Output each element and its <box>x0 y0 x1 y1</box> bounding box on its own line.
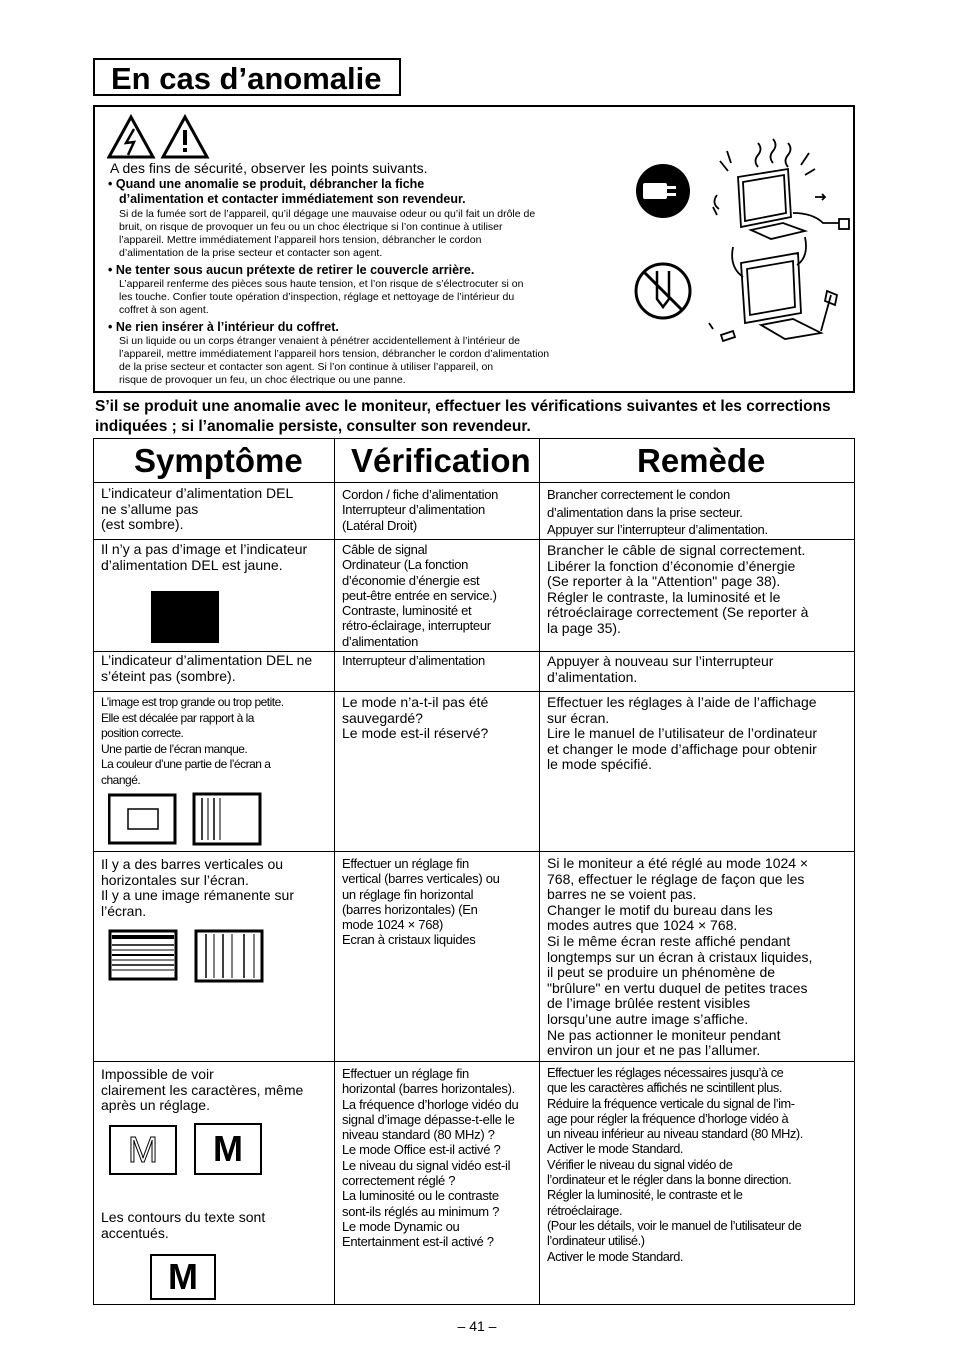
table-cell-symptom: Il n’y a pas d’image et l’indicateur d’alimentation DEL est jaune. <box>101 541 308 573</box>
safety-illustrations <box>633 135 853 385</box>
table-cell-symptom: Il y a des barres verticales ou horizontales sur l’écran. Il y a une image rémanente sur l’écran. <box>101 856 294 919</box>
row-divider <box>94 539 854 540</box>
warning-heading: • Quand une anomalie se produit, débrancher la fiche <box>108 177 425 191</box>
troubleshooting-instructions: S’il se produit une anomalie avec le moniteur, effectuer les vérifications suivantes et les corrections indiquées ; si l’anomalie persiste, consulter son revendeur. <box>95 398 831 435</box>
blurry-letter-image: M <box>109 1125 177 1175</box>
table-cell-symptom: L’indicateur d’alimentation DEL ne s’allume pas (est sombre). <box>101 485 294 533</box>
electric-shock-warning-icon <box>109 117 153 157</box>
warning-body: L’appareil renferme des pièces sous haute tension, et l’on risque de s’électrocuter si on <box>119 278 524 290</box>
warning-body: bruit, on risque de provoquer un feu ou un choc électrique si l’on continue à utiliser <box>119 221 503 233</box>
warning-body: coffret à son agent. <box>119 304 209 316</box>
table-cell-check: Effectuer un réglage fin horizontal (barres horizontales). La fréquence d’horloge vidéo du signal d’image dépasse-t-elle le niveau standard (80 MHz) ? Le mode Office est-il activé ? Le niveau du signal vidéo est-il correctement réglé ? La luminosité ou le contraste sont-ils réglés au minimum ? Le mode Dynamic ou Entertainment est-il activé ? <box>342 1066 519 1250</box>
warning-body: Si de la fumée sort de l’appareil, qu’il dégage une mauvaise odeur ou qu’il fait un drôle de <box>119 208 536 220</box>
table-cell-check: Effectuer un réglage fin vertical (barres verticales) ou un réglage fin horizontal (barres horizontales) (En mode 1024 × 768) Ecran à cristaux liquides <box>342 856 500 948</box>
row-divider <box>94 1061 854 1062</box>
section-title-box <box>93 58 401 96</box>
row-divider <box>94 691 854 692</box>
page-number: – 41 – <box>457 1318 497 1334</box>
smoking-monitor-icon <box>713 139 849 239</box>
safety-warning-box <box>93 105 855 393</box>
table-cell-symptom: L’image est trop grande ou trop petite. Elle est décalée par rapport à la position correcte. Une partie de l’écran manque. La couleur d’une partie de l’écran a changé. <box>101 695 284 787</box>
header-check: Vérification <box>351 442 531 479</box>
warning-body: risque de provoquer un feu, un choc électrique ou une panne. <box>119 374 406 386</box>
sharp-letter-image: M <box>194 1123 262 1175</box>
warning-body: d’alimentation de la prise secteur et contacter son agent. <box>119 247 383 259</box>
unplug-icon <box>636 164 690 218</box>
no-disassembly-icon <box>636 264 690 318</box>
table-cell-check: Cordon / fiche d’alimentation Interrupteur d’alimentation (Latéral Droit) <box>342 487 499 533</box>
warning-heading: • Ne tenter sous aucun prétexte de retirer le couvercle arrière. <box>108 263 475 277</box>
accentuated-letter-image: M <box>150 1254 216 1300</box>
troubleshooting-table <box>93 438 855 1305</box>
header-symptom: Symptôme <box>134 442 303 479</box>
warning-heading: • Ne rien insérer à l’intérieur du coffret. <box>108 320 339 334</box>
table-cell-remedy: Brancher le câble de signal correctement. Libérer la fonction d’économie d’énergie (Se reporter à la "Attention" page 38). Régler le contraste, la luminosité et le rétroéclairage correctement (Se reporter à la page 35). <box>547 542 809 636</box>
table-cell-check: Câble de signal Ordinateur (La fonction d’économie d’énergie est peut-être entrée en service.) Contraste, luminosité et rétro-éclairage, interrupteur d’alimentation <box>342 542 497 649</box>
warning-heading: d’alimentation et contacter immédiatement son revendeur. <box>119 192 466 206</box>
table-cell-remedy: Effectuer les réglages à l’aide de l’affichage sur écran. Lire le manuel de l’utilisateur de l’ordinateur et changer le mode d’affichage pour obtenir le mode spécifié. <box>547 694 818 773</box>
warning-body: Si un liquide ou un corps étranger venaient à pénétrer accidentellement à l’intérieur de <box>119 335 520 347</box>
caution-icon <box>163 117 207 157</box>
table-cell-remedy: Appuyer à nouveau sur l’interrupteur d’alimentation. <box>547 653 774 685</box>
dark-screen-image <box>151 591 219 643</box>
row-divider <box>94 851 854 852</box>
screen-bars-images <box>108 929 268 985</box>
table-cell-remedy: Si le moniteur a été réglé au mode 1024 × 768, effectuer le réglage de façon que les barres ne se voient pas. Changer le motif du bureau dans les modes autres que 1024 × 768. Si le même écran reste affiché pendant longtemps sur un écran à cristaux liquides, il peut se produire un phénomène de "brûlure" en vertu duquel de petites traces de l’image brûlée restent visibles lorsqu’une autre image s’affiche. Ne pas actionner le moniteur pendant environ un jour et ne pas l’allumer. <box>547 855 813 1059</box>
header-remedy: Remède <box>637 442 766 479</box>
warning-body: les touche. Confier toute opération d’inspection, réglage et nettoyage de l’intérieur du <box>119 291 515 303</box>
table-cell-symptom: Impossible de voir clairement les caractères, même après un réglage. <box>101 1066 304 1114</box>
warning-intro: A des fins de sécurité, observer les points suivants. <box>110 160 428 176</box>
monitor-disassembly-icon <box>709 237 837 341</box>
warning-body: l’appareil, mettre immédiatement l’appareil hors tension, débrancher le cordon d’alimentation <box>119 348 550 360</box>
section-title: En cas d’anomalie <box>111 61 382 96</box>
warning-triangle-icons <box>107 113 217 163</box>
column-divider <box>539 439 540 1304</box>
table-cell-check: Interrupteur d’alimentation <box>342 653 485 668</box>
table-cell-remedy: Effectuer les réglages nécessaires jusqu’à ce que les caractères affichés ne scintillent plus. Réduire la fréquence verticale du signal de l’im- age pour régler la fréquence d’horloge vidéo à un niveau inférieur au niveau standard (80 MHz). Activer le mode Standard. Vérifier le niveau du signal vidéo de l’ordinateur et le régler dans la bonne direction. Régler la luminosité, le contraste et le rétroéclairage. (Pour les détails, voir le manuel de l’utilisateur de l’ordinateur utilisé.) Activer le mode Standard. <box>547 1065 803 1264</box>
warning-body: de la prise secteur et contacter son agent. Si l’on continue à utiliser l’appareil, on <box>119 361 494 373</box>
warning-body: l’appareil. Mettre immédiatement l’appareil hors tension, débrancher le cordon <box>119 234 482 246</box>
table-cell-symptom: Les contours du texte sont accentués. <box>101 1209 266 1241</box>
row-divider <box>94 482 854 483</box>
table-cell-remedy: Brancher correctement le condon d’alimentation dans la prise secteur. Appuyer sur l’interrupteur d’alimentation. <box>547 487 768 537</box>
screen-shift-images <box>108 792 263 847</box>
table-cell-symptom: L’indicateur d’alimentation DEL ne s’éteint pas (sombre). <box>101 652 313 684</box>
column-divider <box>334 439 335 1304</box>
table-cell-check: Le mode n’a-t-il pas été sauvegardé? Le mode est-il réservé? <box>342 694 489 742</box>
